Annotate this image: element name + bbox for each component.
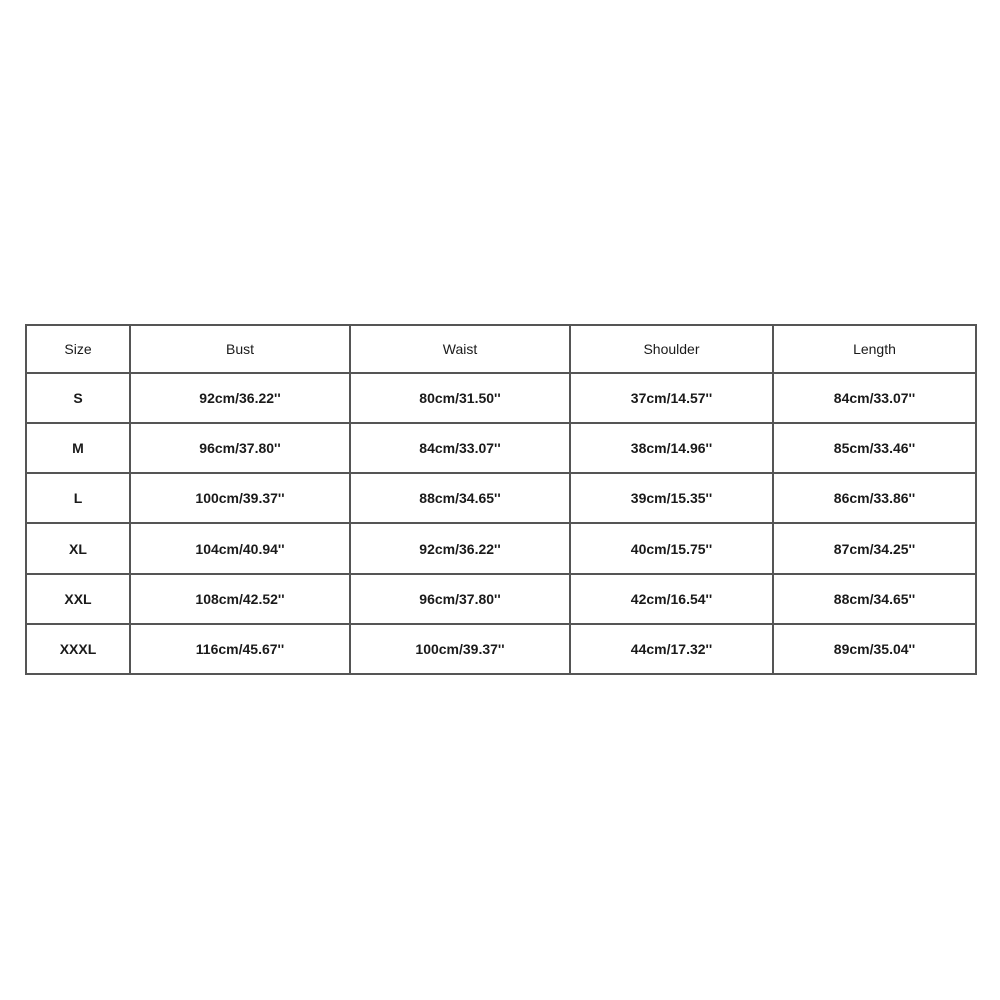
cell-shoulder: 42cm/16.54'' [570,574,773,624]
cell-length: 84cm/33.07'' [773,373,976,423]
header-bust: Bust [130,325,350,373]
cell-size: XXL [26,574,130,624]
cell-shoulder: 38cm/14.96'' [570,423,773,473]
header-waist: Waist [350,325,570,373]
cell-waist: 80cm/31.50'' [350,373,570,423]
cell-shoulder: 44cm/17.32'' [570,624,773,674]
cell-bust: 100cm/39.37'' [130,473,350,523]
cell-length: 87cm/34.25'' [773,523,976,573]
cell-length: 89cm/35.04'' [773,624,976,674]
cell-length: 86cm/33.86'' [773,473,976,523]
header-length: Length [773,325,976,373]
cell-bust: 108cm/42.52'' [130,574,350,624]
cell-size: M [26,423,130,473]
cell-size: XL [26,523,130,573]
table-row [26,373,976,423]
cell-waist: 100cm/39.37'' [350,624,570,674]
cell-length: 88cm/34.65'' [773,574,976,624]
cell-size: S [26,373,130,423]
cell-waist: 88cm/34.65'' [350,473,570,523]
table-row [26,523,976,573]
cell-waist: 96cm/37.80'' [350,574,570,624]
table-row [26,624,976,674]
cell-bust: 92cm/36.22'' [130,373,350,423]
size-chart-table [25,324,977,675]
cell-shoulder: 40cm/15.75'' [570,523,773,573]
table-header-row [26,325,976,373]
cell-bust: 96cm/37.80'' [130,423,350,473]
cell-shoulder: 37cm/14.57'' [570,373,773,423]
header-size: Size [26,325,130,373]
cell-size: XXXL [26,624,130,674]
cell-length: 85cm/33.46'' [773,423,976,473]
cell-bust: 104cm/40.94'' [130,523,350,573]
cell-size: L [26,473,130,523]
table-row [26,574,976,624]
cell-waist: 84cm/33.07'' [350,423,570,473]
header-shoulder: Shoulder [570,325,773,373]
table-row [26,423,976,473]
cell-waist: 92cm/36.22'' [350,523,570,573]
table-row [26,473,976,523]
cell-shoulder: 39cm/15.35'' [570,473,773,523]
cell-bust: 116cm/45.67'' [130,624,350,674]
